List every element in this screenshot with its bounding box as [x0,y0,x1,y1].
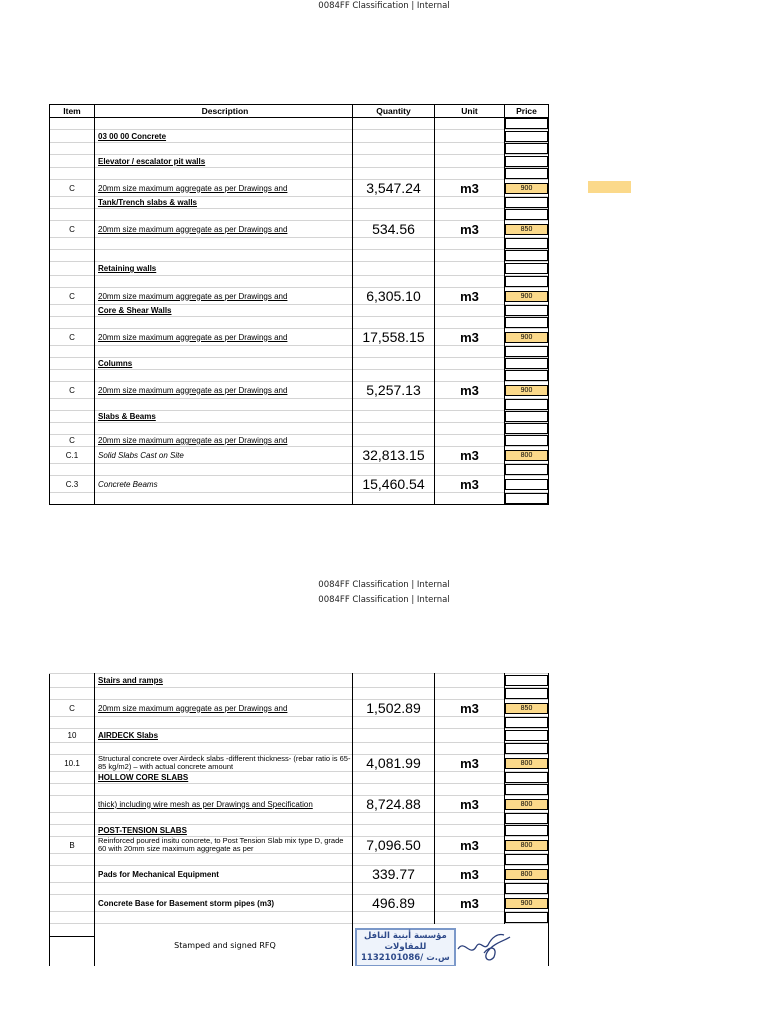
group-label-slabs: Slabs & Beams [95,411,353,423]
table-row [50,883,549,895]
price-cell-empty [505,209,548,220]
item-code: C [50,382,95,399]
price-cell-empty [505,435,548,446]
stamp-line-1: مؤسسة أبنية النافل [363,931,447,941]
item-price: 800 [505,840,548,851]
price-cell-empty [505,143,548,154]
group-label-elevator: Elevator / escalator pit walls [95,155,353,168]
boq-table-1 [49,104,549,505]
item-code: C [50,288,95,305]
table-row [50,796,549,813]
item-quantity: 7,096.50 [353,837,435,854]
table-row [50,743,549,755]
item-description: Reinforced poured insitu concrete, to Post Tension Slab mix type D, grade 60 with 20mm size maximum aggregate as per [98,837,344,853]
table-row [50,209,549,221]
item-description: Solid Slabs Cast on Site [95,447,353,464]
price-cell-empty [505,813,548,824]
item-description: 20mm size maximum aggregate as per Drawings and [95,700,353,717]
price-cell-empty [505,411,548,422]
item-code: C [50,700,95,717]
price-cell-empty [505,276,548,287]
table-row [50,837,549,854]
item-quantity: 5,257.13 [353,382,435,399]
table-row [50,423,549,435]
item-price: 850 [505,224,548,235]
item-description: thick) including wire mesh as per Drawings and Specification [95,796,353,813]
price-cell-empty [505,131,548,142]
price-cell-empty [505,772,548,783]
table-row [50,118,549,130]
table-row [50,317,549,329]
item-description: 20mm size maximum aggregate as per Drawings and [95,435,353,447]
group-label-post-tension: POST-TENSION SLABS [95,825,353,837]
table-row [50,895,549,912]
item-quantity: 1,502.89 [353,700,435,717]
table-row [50,288,549,305]
item-unit: m3 [435,796,505,813]
price-cell-empty [505,250,548,261]
price-cell-empty [505,346,548,357]
item-unit: m3 [435,288,505,305]
price-cell-empty [505,263,548,274]
table-row [50,493,549,505]
item-price: 900 [505,332,548,343]
price-cell-empty [505,197,548,208]
price-cell-empty [505,156,548,167]
item-description: 20mm size maximum aggregate as per Drawings and [95,329,353,346]
table-row [50,674,549,688]
table-row [50,358,549,370]
item-unit: m3 [435,382,505,399]
item-price: 800 [505,799,548,810]
company-stamp [355,928,456,966]
table-row [50,447,549,464]
item-description: Pads for Mechanical Equipment [95,866,353,883]
item-quantity: 32,813.15 [353,447,435,464]
table-row [50,238,549,250]
price-cell-empty [505,317,548,328]
item-quantity: 17,558.15 [353,329,435,346]
price-cell-empty [505,370,548,381]
table-row [50,155,549,168]
table-row [50,700,549,717]
table-row [50,197,549,209]
table-row [50,276,549,288]
item-code: C.1 [50,447,95,464]
table-row [50,329,549,346]
price-cell-empty [505,168,548,179]
item-code: C [50,221,95,238]
item-price: 900 [505,898,548,909]
table-row [50,866,549,883]
item-price: 800 [505,758,548,769]
header-quantity: Quantity [353,105,435,118]
header-price: Price [505,105,549,118]
table-row [50,772,549,784]
stamp-line-2: للمقاولات [384,942,427,952]
item-description: Concrete Base for Basement storm pipes (m3) [95,895,353,912]
price-cell-empty [505,305,548,316]
item-unit: m3 [435,895,505,912]
item-description: 20mm size maximum aggregate as per Drawings and [95,180,353,197]
item-code: B [50,837,95,854]
table-row [50,688,549,700]
group-label-stairs: Stairs and ramps [95,674,353,688]
table-row [50,180,549,197]
table-row [50,399,549,411]
signed-rfq-label: Stamped and signed RFQ [95,924,353,967]
item-unit: m3 [435,866,505,883]
item-price: 850 [505,703,548,714]
item-quantity: 4,081.99 [353,755,435,772]
header-unit: Unit [435,105,505,118]
price-cell-empty [505,238,548,249]
group-label-hollow: HOLLOW CORE SLABS [95,772,353,784]
table-row [50,717,549,729]
classification-label-middle-1: 0084FF Classification | Internal [318,580,450,590]
item-quantity: 534.56 [353,221,435,238]
table-row [50,305,549,317]
table-row [50,382,549,399]
price-cell-empty [505,730,548,741]
group-label-core: Core & Shear Walls [95,305,353,317]
item-code: 10 [50,729,95,743]
price-cell-empty [505,883,548,894]
table-row [50,784,549,796]
item-quantity: 6,305.10 [353,288,435,305]
price-cell-empty [505,358,548,369]
table-row [50,755,549,772]
item-price: 800 [505,450,548,461]
price-cell-empty [505,743,548,754]
price-cell-empty [505,784,548,795]
table-row [50,346,549,358]
price-cell-empty [505,423,548,434]
price-cell-empty [505,825,548,836]
section-title: 03 00 00 Concrete [95,130,353,143]
item-code: C [50,435,95,447]
group-label-airdeck: AIRDECK Slabs [95,729,353,743]
table-row [50,854,549,866]
signature [454,927,514,965]
item-unit: m3 [435,700,505,717]
stamp-box [355,928,456,966]
price-cell-empty [505,464,548,475]
item-price: 900 [505,291,548,302]
price-cell-empty [505,399,548,410]
item-code: 10.1 [50,755,95,772]
item-code: C [50,180,95,197]
table-header-row [50,105,549,118]
item-quantity: 15,460.54 [353,476,435,493]
item-price: 900 [505,183,548,194]
item-description: 20mm size maximum aggregate as per Drawings and [95,382,353,399]
table-row [50,221,549,238]
price-cell-empty [505,854,548,865]
item-quantity: 496.89 [353,895,435,912]
item-description: Structural concrete over Airdeck slabs -different thickness- (rebar ratio is 65-85 kg/m2) – with actual concrete amount [98,755,351,771]
table-row [50,130,549,143]
price-cell-empty [505,688,548,699]
table-row [50,411,549,423]
table-row [50,143,549,155]
group-label-columns: Columns [95,358,353,370]
item-unit: m3 [435,447,505,464]
header-item: Item [50,105,95,118]
item-code: C [50,329,95,346]
item-price: 800 [505,869,548,880]
price-cell-empty [505,118,548,129]
stamp-line-3: س.ت /1132101086 [361,953,450,963]
price-cell-empty [505,479,548,490]
group-label-retaining: Retaining walls [95,262,353,276]
item-description: 20mm size maximum aggregate as per Drawings and [95,221,353,238]
table-row [50,262,549,276]
table-row [50,813,549,825]
classification-label-middle-2: 0084FF Classification | Internal [318,595,450,605]
boq-table-2 [49,673,549,966]
highlight-mark [588,181,631,193]
item-unit: m3 [435,180,505,197]
price-cell-empty [505,912,548,923]
classification-label-top: 0084FF Classification | Internal [318,1,450,11]
table-row [50,729,549,743]
item-unit: m3 [435,755,505,772]
table-row [50,912,549,924]
signature-row [50,924,549,967]
item-unit: m3 [435,329,505,346]
group-label-tank: Tank/Trench slabs & walls [95,197,353,209]
item-unit: m3 [435,837,505,854]
item-description: 20mm size maximum aggregate as per Drawings and [95,288,353,305]
item-quantity: 339.77 [353,866,435,883]
table-row [50,464,549,476]
price-cell-empty [505,675,548,686]
table-row [50,825,549,837]
item-quantity: 8,724.88 [353,796,435,813]
item-unit: m3 [435,476,505,493]
price-cell-empty [505,717,548,728]
item-unit: m3 [435,221,505,238]
item-price: 900 [505,385,548,396]
item-code: C.3 [50,476,95,493]
table-row [50,370,549,382]
table-row [50,476,549,493]
table-row [50,168,549,180]
table-row [50,250,549,262]
header-description: Description [95,105,353,118]
table-row [50,435,549,447]
price-cell-empty [505,493,548,504]
item-quantity: 3,547.24 [353,180,435,197]
item-description: Concrete Beams [95,476,353,493]
